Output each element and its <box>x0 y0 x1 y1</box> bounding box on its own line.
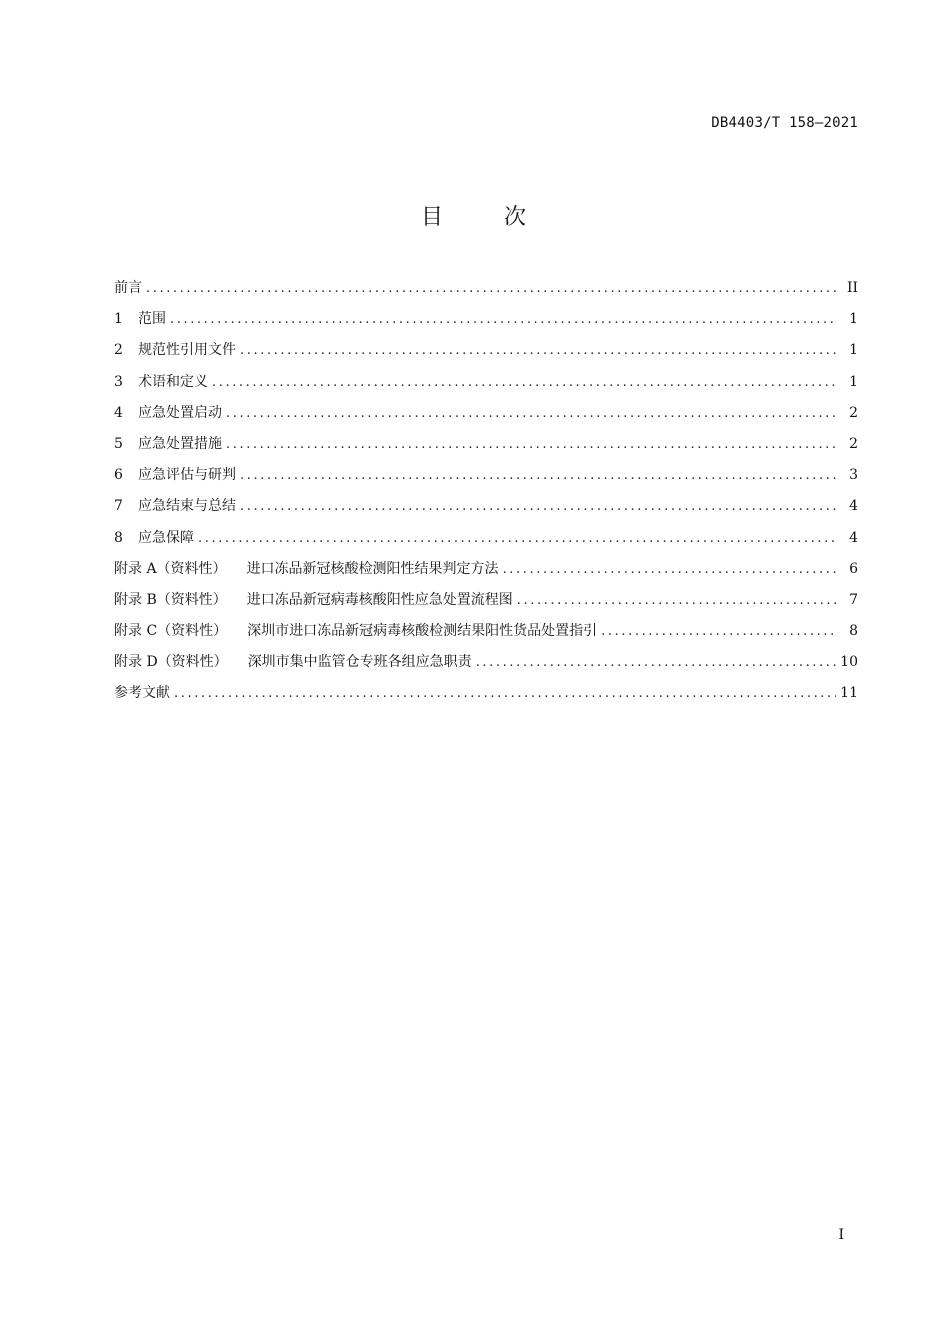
toc-item-normative-references[interactable] <box>114 339 858 370</box>
toc-appendix-title: 进口冻品新冠病毒核酸阳性应急处置流程图 <box>246 591 513 608</box>
toc-page-number: 11 <box>840 685 858 702</box>
toc-item-emergency-assessment[interactable] <box>114 464 858 495</box>
toc-appendix-label: 附录 B（资料性） <box>114 591 227 608</box>
toc-section-number: 1 <box>114 311 123 328</box>
toc-appendix-label: 附录 C（资料性） <box>114 623 228 640</box>
toc-page-number: 4 <box>849 498 858 515</box>
toc-item-scope[interactable] <box>114 308 858 339</box>
toc-leader-dots <box>146 281 836 296</box>
toc-leader-dots <box>240 499 836 514</box>
page-number: I <box>838 1227 844 1243</box>
toc-list <box>114 277 858 714</box>
toc-page-number: 1 <box>849 342 858 359</box>
toc-appendix-title: 进口冻品新冠核酸检测阳性结果判定方法 <box>246 560 499 577</box>
toc-leader-dots <box>476 655 836 670</box>
document-code: DB4403/T 158—2021 <box>711 115 858 131</box>
toc-page-number: 2 <box>849 404 858 421</box>
toc-label: 前言 <box>114 280 142 296</box>
toc-label: 应急结束与总结 <box>138 498 236 515</box>
toc-leader-dots <box>174 686 836 701</box>
toc-section-number: 7 <box>114 498 123 515</box>
toc-section-number: 2 <box>114 342 123 359</box>
toc-page-number: 1 <box>849 311 858 328</box>
toc-page-number: II <box>846 280 858 296</box>
toc-page-number: 6 <box>849 560 858 577</box>
toc-item-appendix-c[interactable] <box>114 620 858 651</box>
toc-label: 应急处置措施 <box>138 435 222 452</box>
toc-label: 应急评估与研判 <box>138 467 236 484</box>
toc-page-number: 10 <box>840 654 858 671</box>
toc-label: 规范性引用文件 <box>138 342 236 359</box>
toc-item-foreword[interactable] <box>114 277 858 308</box>
toc-page-number: 2 <box>849 435 858 452</box>
toc-label: 应急处置启动 <box>138 404 222 421</box>
toc-leader-dots <box>226 406 836 421</box>
toc-label: 应急保障 <box>138 529 194 546</box>
toc-leader-dots <box>240 468 836 483</box>
toc-item-appendix-a[interactable] <box>114 558 858 589</box>
toc-section-number: 6 <box>114 467 123 484</box>
toc-title-part2: 次 <box>504 205 530 230</box>
toc-page-number: 3 <box>849 467 858 484</box>
toc-leader-dots <box>226 437 836 452</box>
toc-item-emergency-start[interactable] <box>114 402 858 433</box>
toc-leader-dots <box>240 343 836 358</box>
toc-section-number: 3 <box>114 373 123 390</box>
toc-label: 术语和定义 <box>138 373 208 390</box>
toc-appendix-title: 深圳市进口冻品新冠病毒核酸检测结果阳性货品处置指引 <box>247 623 598 640</box>
toc-label: 参考文献 <box>114 685 170 702</box>
toc-leader-dots <box>601 624 836 639</box>
toc-appendix-title: 深圳市集中监管仓专班各组应急职责 <box>247 654 472 671</box>
toc-label: 范围 <box>138 311 166 328</box>
toc-leader-dots <box>517 593 836 608</box>
toc-item-emergency-end[interactable] <box>114 495 858 526</box>
toc-page-number: 1 <box>849 373 858 390</box>
toc-section-number: 4 <box>114 404 123 421</box>
toc-appendix-label: 附录 D（资料性） <box>114 654 228 671</box>
toc-leader-dots <box>212 375 836 390</box>
toc-page-number: 7 <box>849 591 858 608</box>
toc-appendix-label: 附录 A（资料性） <box>114 560 227 577</box>
toc-item-appendix-b[interactable] <box>114 589 858 620</box>
toc-leader-dots <box>503 562 836 577</box>
toc-item-appendix-d[interactable] <box>114 651 858 682</box>
toc-section-number: 8 <box>114 529 123 546</box>
toc-page-number: 4 <box>849 529 858 546</box>
toc-title <box>0 200 950 231</box>
toc-item-emergency-measures[interactable] <box>114 433 858 464</box>
toc-item-bibliography[interactable] <box>114 682 858 713</box>
toc-section-number: 5 <box>114 435 123 452</box>
toc-page-number: 8 <box>849 623 858 640</box>
toc-title-part1: 目 <box>420 205 446 230</box>
toc-leader-dots <box>170 312 836 327</box>
toc-leader-dots <box>198 531 836 546</box>
toc-item-terms-definitions[interactable] <box>114 371 858 402</box>
toc-item-emergency-support[interactable] <box>114 527 858 558</box>
